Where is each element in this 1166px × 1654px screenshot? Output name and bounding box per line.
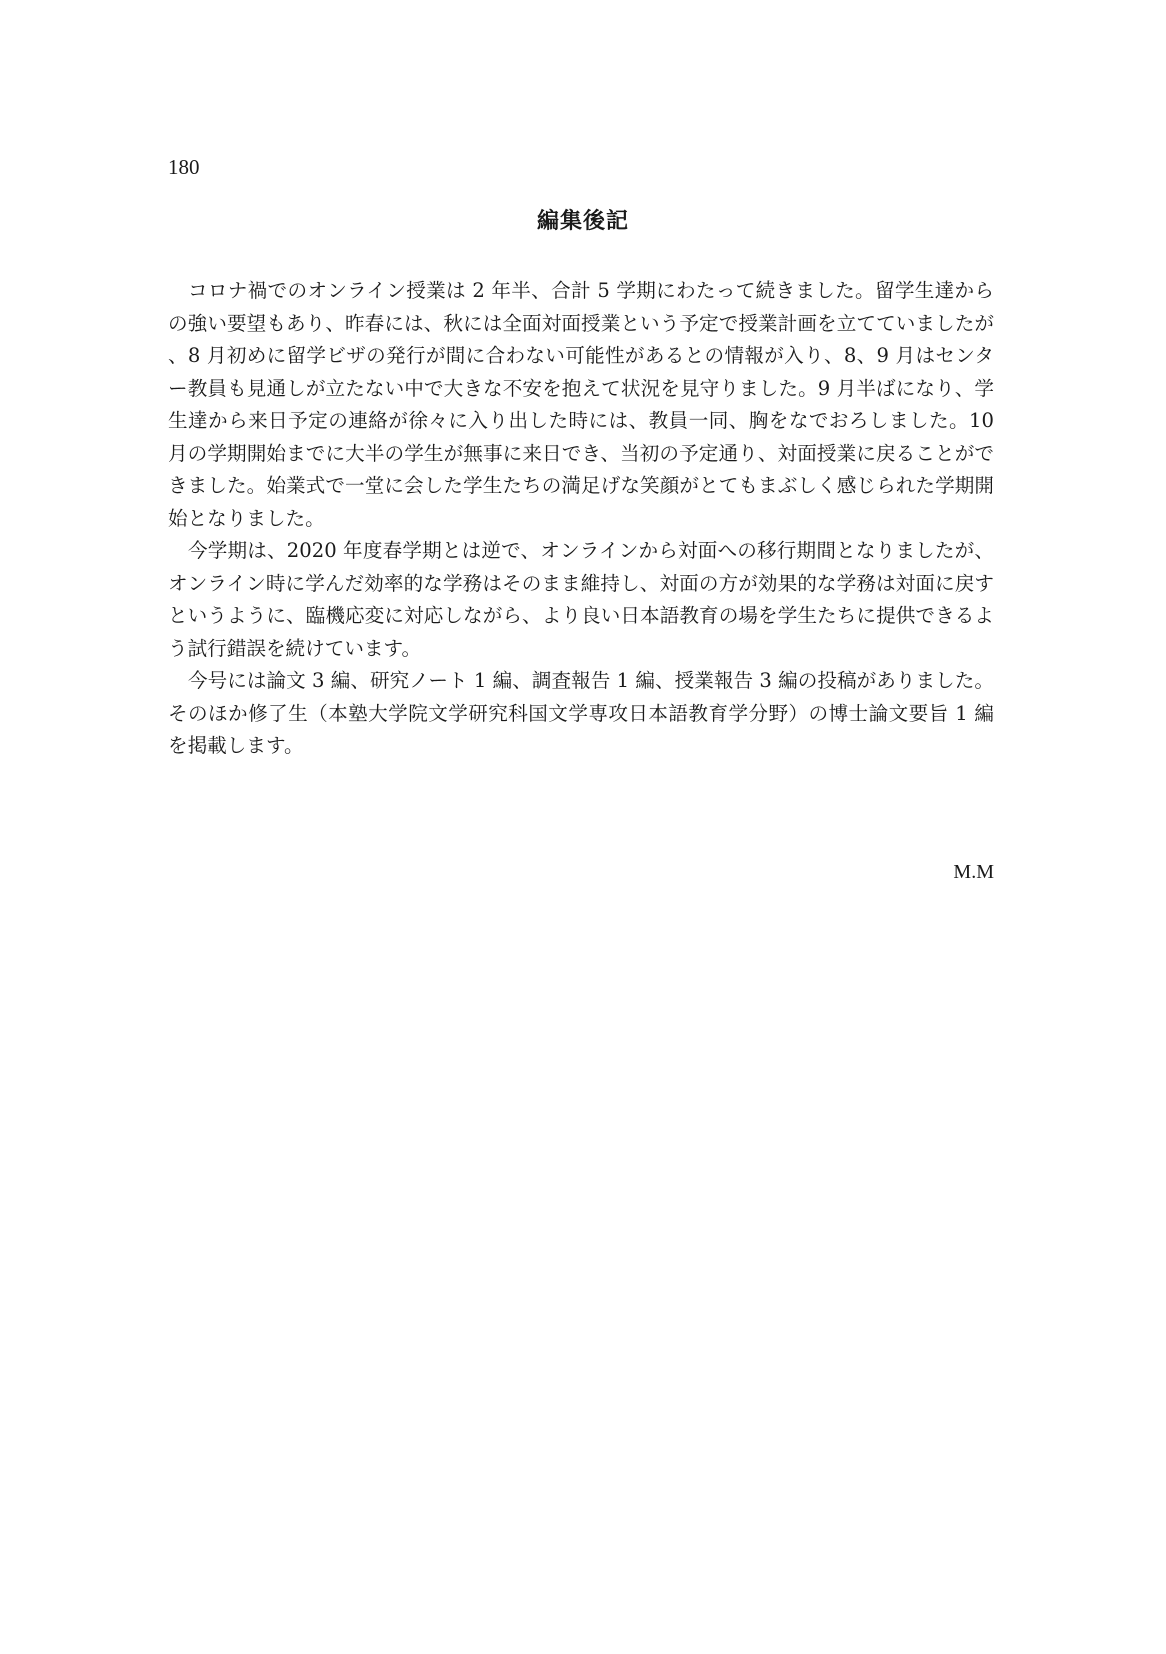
paragraph-3: 今号には論文 3 編、研究ノート 1 編、調査報告 1 編、授業報告 3 編の投稿がありました。そのほか修了生（本塾大学院文学研究科国文学専攻日本語教育学分野）の博士論文要旨 1 編を掲載します。: [168, 669, 994, 757]
editorial-body: [168, 275, 994, 763]
author-signature: M.M: [953, 861, 994, 883]
paragraph-1: コロナ禍でのオンライン授業は 2 年半、合計 5 学期にわたって続きました。留学生達からの強い要望もあり、昨春には、秋には全面対面授業という予定で授業計画を立てていましたが、8 月初めに留学ビザの発行が間に合わない可能性があるとの情報が入り、8、9 月はセンター教員も見通しが立たない中で大きな不安を抱えて状況を見守りました。9 月半ばになり、学生達から来日予定の連絡が徐々に入り出した時には、教員一同、胸をなでおろしました。10 月の学期開始までに大半の学生が無事に来日でき、当初の予定通り、対面授業に戻ることができました。始業式で一堂に会した学生たちの満足げな笑顔がとてもまぶしく感じられた学期開始となりました。: [168, 279, 994, 530]
page-number: 180: [168, 155, 200, 179]
page-title: 編集後記: [536, 209, 629, 234]
paragraph-2: 今学期は、2020 年度春学期とは逆で、オンラインから対面への移行期間となりましたが、オンライン時に学んだ効率的な学務はそのまま維持し、対面の方が効果的な学務は対面に戻すというように、臨機応変に対応しながら、より良い日本語教育の場を学生たちに提供できるよう試行錯誤を続けています。: [168, 539, 994, 660]
